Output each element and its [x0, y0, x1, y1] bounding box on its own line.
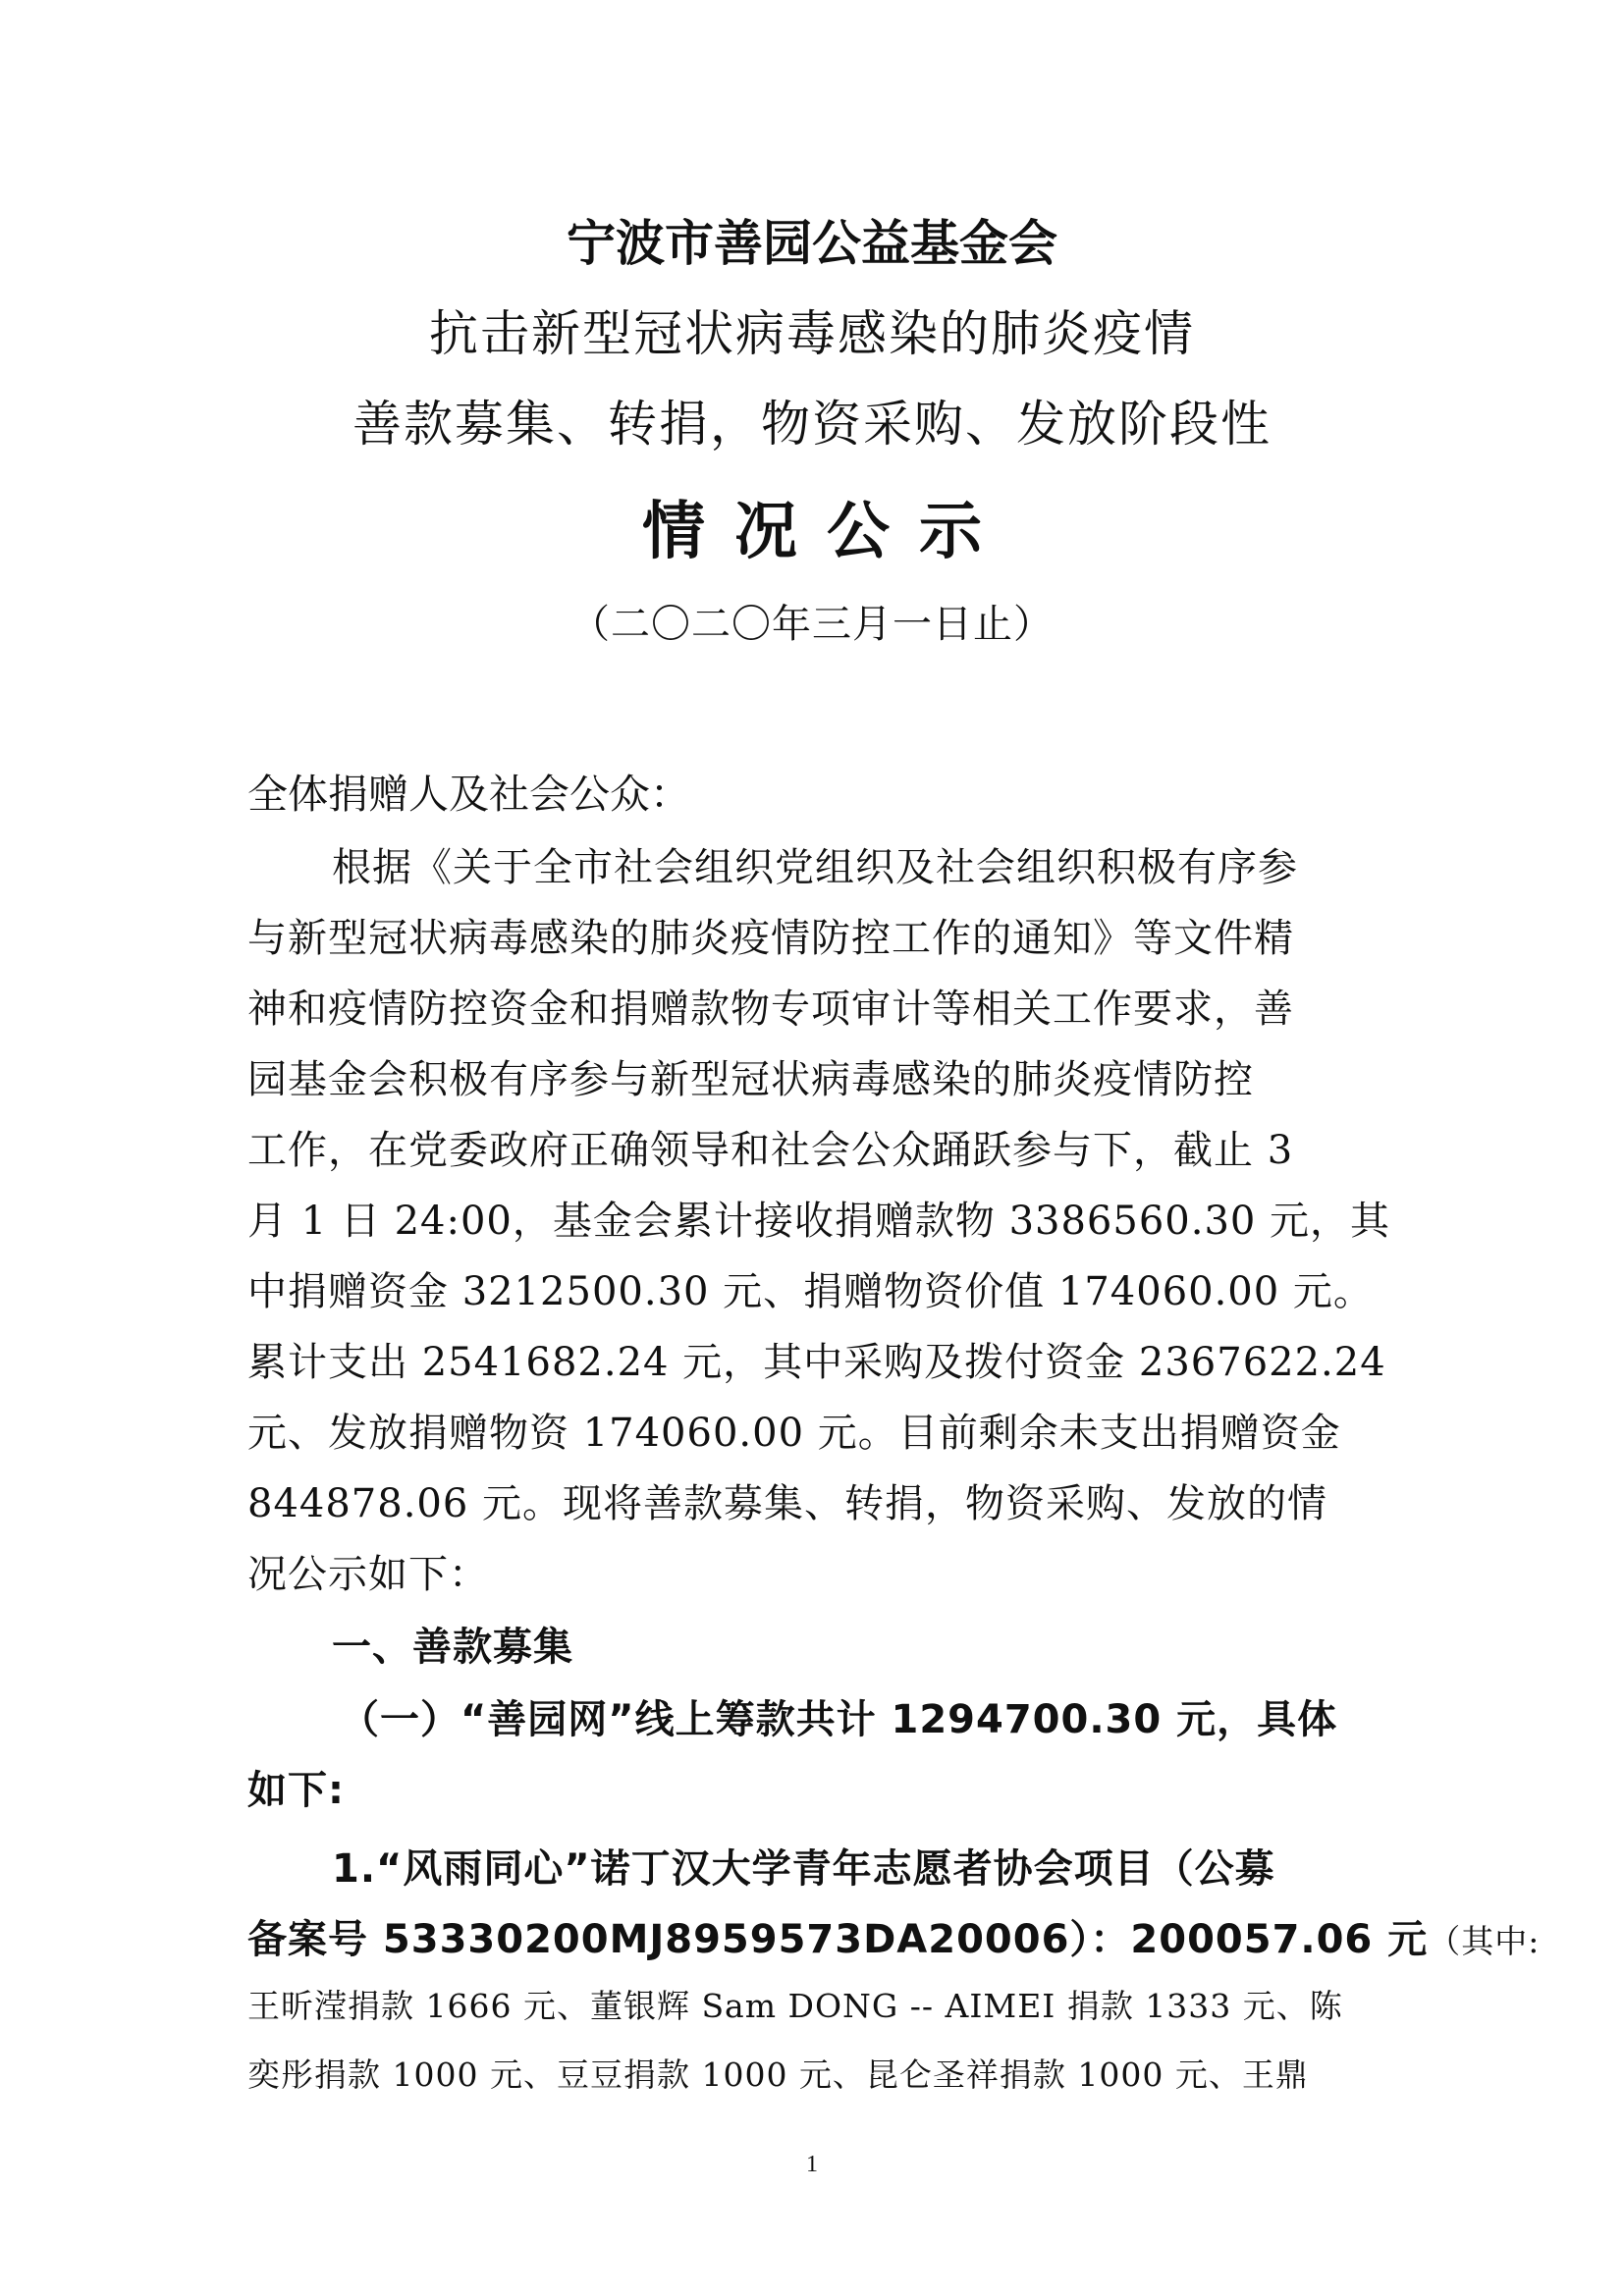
subtitle-line-2: 善款募集、转捐，物资采购、发放阶段性 [352, 396, 1272, 453]
item-line-2 [247, 1908, 1541, 1964]
subsection-heading-line-2: 如下: [247, 1768, 345, 1813]
paragraph-line: 844878.06 元。现将善款募集、转捐，物资采购、发放的情 [247, 1481, 1328, 1526]
paragraph-line: 根据《关于全市社会组织党组织及社会组织积极有序参 [332, 845, 1298, 890]
paragraph-line: 中捐赠资金 3212500.30 元、捐赠物资价值 174060.00 元。 [247, 1269, 1374, 1314]
item-case-number: 备案号 53330200MJ8959573DA20006）：200057.06 元 [247, 1917, 1429, 1962]
paragraph-line: 与新型冠状病毒感染的肺炎疫情防控工作的通知》等文件精 [247, 916, 1294, 961]
paragraph-line: 工作，在党委政府正确领导和社会公众踊跃参与下，截止 3 [247, 1128, 1294, 1173]
paragraph-line: 累计支出 2541682.24 元，其中采购及拨付资金 2367622.24 [247, 1340, 1386, 1385]
paragraph-line: 月 1 日 24:00，基金会累计接收捐赠款物 3386560.30 元，其 [247, 1199, 1391, 1244]
paragraph-line: 园基金会积极有序参与新型冠状病毒感染的肺炎疫情防控 [247, 1057, 1254, 1102]
paragraph-line: 况公示如下： [247, 1552, 489, 1597]
item-line-3: 王昕滢捐款 1666 元、董银辉 Sam DONG -- AIMEI 捐款 1333 元、陈 [247, 1987, 1343, 2025]
subsection-heading-line-1: （一）“善园网”线上筹款共计 1294700.30 元，具体 [340, 1697, 1338, 1742]
paragraph-line: 神和疫情防控资金和捐赠款物专项审计等相关工作要求，善 [247, 987, 1294, 1032]
date-line: （二〇二〇年三月一日止） [570, 602, 1054, 647]
salutation: 全体捐赠人及社会公众： [247, 771, 690, 818]
main-title: 情况公示 [642, 496, 1011, 568]
organization-title: 宁波市善园公益基金会 [567, 215, 1057, 272]
item-line-4: 奕彤捐款 1000 元、豆豆捐款 1000 元、昆仑圣祥捐款 1000 元、王鼎 [247, 2056, 1309, 2094]
paragraph-line: 元、发放捐赠物资 174060.00 元。目前剩余未支出捐赠资金 [247, 1411, 1341, 1456]
subtitle-line-1: 抗击新型冠状病毒感染的肺炎疫情 [429, 305, 1195, 362]
item-note-start: （其中: [1428, 1922, 1541, 1960]
section-heading: 一、善款募集 [332, 1625, 573, 1670]
page-number: 1 [806, 2152, 818, 2177]
item-line-1: 1.“风雨同心”诺丁汉大学青年志愿者协会项目（公募 [332, 1846, 1275, 1892]
